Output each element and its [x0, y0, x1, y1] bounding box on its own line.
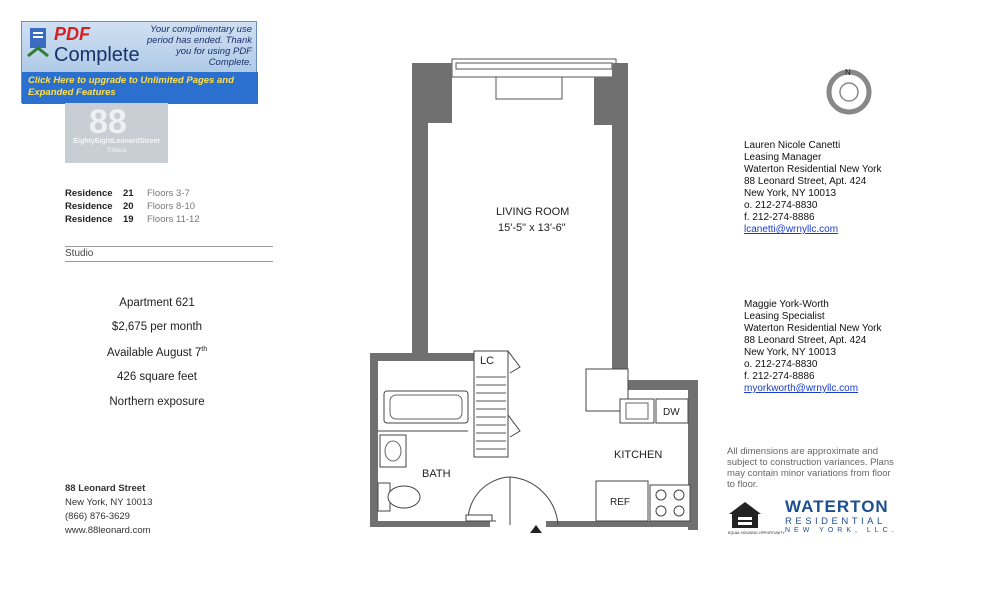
dw-label: DW: [663, 407, 680, 418]
residence-line: [65, 188, 190, 199]
brand-line2: RESIDENTIAL: [785, 516, 886, 527]
contact-fax: f. 212-274-8886: [744, 212, 815, 223]
contact-street: 88 Leonard Street, Apt. 424: [744, 176, 867, 187]
building-name: 88 Leonard Street: [65, 483, 146, 494]
banner-notice: Your complimentary use period has ended. Thank you for using PDF Complete.: [146, 24, 252, 68]
bath-door: [468, 477, 510, 521]
contact-card: [744, 140, 881, 236]
divider: [65, 246, 273, 247]
living-room-dims: 15'-5" x 13'-6": [498, 222, 566, 234]
apartment-name: Apartment 621: [119, 297, 195, 309]
lc-label: LC: [480, 355, 495, 367]
contact-office: o. 212-274-8830: [744, 200, 818, 211]
compass-north-label: N: [845, 68, 851, 77]
residence-label: Residence: [65, 201, 113, 212]
available-text: Available August 7: [106, 346, 202, 359]
residence-number: 21: [123, 188, 134, 199]
apartment-exposure: Northern exposure: [109, 396, 205, 408]
residence-label: Residence: [65, 188, 113, 199]
stove: [650, 485, 690, 521]
waterton-logo: [785, 497, 898, 534]
building-city: New York, NY 10013: [65, 497, 153, 508]
contact-name: Lauren Nicole Canetti: [744, 140, 841, 151]
disclaimer: All dimensions are approximate and subject to construction variances. Plans may contain minor variations from floor to floor.: [727, 446, 894, 490]
available-sup: th: [201, 346, 208, 353]
residence-number: 20: [123, 201, 134, 212]
pdf-app-icon: [26, 26, 50, 60]
contact-email-link[interactable]: lcanetti@wrnyllc.com: [744, 224, 839, 235]
wall-bottom: [370, 521, 490, 527]
apartment-rent: $2,675 per month: [111, 321, 203, 333]
contact-title: Leasing Manager: [744, 152, 822, 163]
living-room: [428, 125, 612, 355]
banner-pdf-text: PDF: [54, 24, 90, 44]
apartment-size: 426 square feet: [117, 371, 197, 383]
contact-card: [744, 299, 881, 395]
logo-sub: Tribeca: [106, 148, 127, 154]
entry-arrow: [530, 525, 542, 533]
kitchen-label: KITCHEN: [614, 449, 663, 461]
building-web: www.88leonard.com: [65, 525, 151, 536]
residence-line: [65, 214, 200, 225]
contact-company: Waterton Residential New York: [744, 164, 882, 175]
contact-fax: f. 212-274-8886: [744, 371, 815, 382]
logo-mark: 88: [89, 103, 127, 141]
residence-floors: Floors 3-7: [147, 188, 190, 199]
entry-door: [510, 477, 558, 525]
living-room-label: LIVING ROOM: [496, 206, 570, 218]
brand-line1: WATERTON: [785, 497, 889, 516]
contact-city: New York, NY 10013: [744, 188, 837, 199]
logo-name: EightyEightLeonardStreet: [73, 138, 160, 145]
wall-left-lower: [370, 353, 378, 525]
ref-label: REF: [610, 497, 630, 508]
unit-type: Studio: [65, 248, 94, 259]
pillar-left: [412, 63, 452, 123]
equal-housing-icon: [727, 500, 785, 536]
building-phone: (866) 876-3629: [65, 511, 130, 522]
apartment-available: [62, 346, 252, 359]
contact-company: Waterton Residential New York: [744, 323, 882, 334]
contact-email-link[interactable]: myorkworth@wrnyllc.com: [744, 383, 859, 394]
brand-line3: NEW YORK, LLC.: [785, 527, 898, 534]
residence-line: [65, 201, 195, 212]
contact-office: o. 212-274-8830: [744, 359, 818, 370]
residence-label: Residence: [65, 214, 113, 225]
bath-label: BATH: [422, 468, 451, 480]
upgrade-link[interactable]: Click Here to upgrade to Unlimited Pages and Expanded Features: [22, 72, 258, 104]
north-compass-icon: [825, 66, 873, 114]
residence-floors: Floors 11-12: [147, 214, 200, 225]
wall-left-step: [370, 353, 474, 361]
residence-floors: Floors 8-10: [147, 201, 196, 212]
divider: [65, 261, 273, 262]
pdf-complete-banner[interactable]: [21, 21, 257, 103]
contact-street: 88 Leonard Street, Apt. 424: [744, 335, 867, 346]
contact-city: New York, NY 10013: [744, 347, 837, 358]
building-logo: [65, 103, 168, 163]
contact-name: Maggie York-Worth: [744, 299, 829, 310]
contact-title: Leasing Specialist: [744, 311, 825, 322]
eho-label: EQUAL HOUSING OPPORTUNITY: [728, 531, 785, 535]
floor-plan: [370, 55, 720, 545]
banner-complete-text: Complete: [54, 44, 140, 66]
residence-number: 19: [123, 214, 134, 225]
